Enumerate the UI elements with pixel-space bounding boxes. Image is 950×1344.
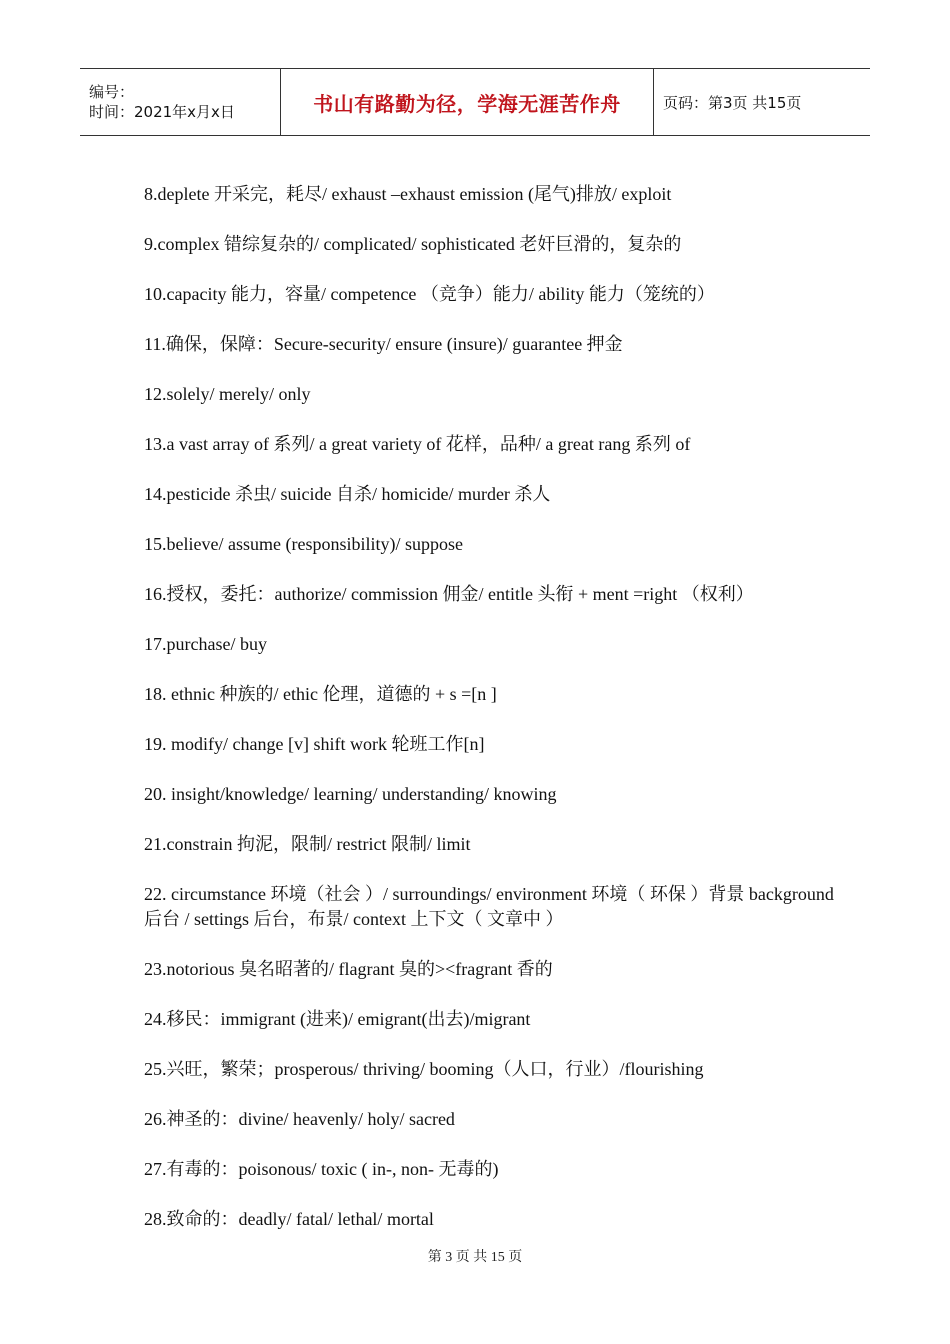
list-item: 15.believe/ assume (responsibility)/ suppose <box>144 534 463 554</box>
serial-label: 编号： <box>89 83 135 101</box>
list-item: 10.capacity 能力，容量/ competence （竞争）能力/ ability 能力（笼统的） <box>144 284 715 304</box>
page-footer: 第 3 页 共 15 页 <box>427 1250 523 1265</box>
list-item: 14.pesticide 杀虫/ suicide 自杀/ homicide/ murder 杀人 <box>144 484 551 504</box>
list-item: 13.a vast array of 系列/ a great variety of 花样，品种/ a great rang 系列 of <box>144 434 691 454</box>
list-item: 28.致命的：deadly/ fatal/ lethal/ mortal <box>144 1209 434 1229</box>
motto-text: 书山有路勤为径，学海无涯苦作舟 <box>313 91 621 116</box>
header-motto-cell <box>281 69 654 135</box>
list-item: 23.notorious 臭名昭著的/ flagrant 臭的><fragrant 香的 <box>144 959 553 979</box>
time-label: 时间：2021年x月x日 <box>89 103 235 121</box>
header-page-info <box>654 69 870 135</box>
list-item: 25.兴旺，繁荣；prosperous/ thriving/ booming（人口，行业）/flourishing <box>144 1059 704 1079</box>
page-info-text: 页码：第3页 共15页 <box>663 93 802 112</box>
list-item: 12.solely/ merely/ only <box>144 384 311 404</box>
list-item: 9.complex 错综复杂的/ complicated/ sophisticated 老奸巨滑的，复杂的 <box>144 234 682 254</box>
page-header <box>80 68 870 136</box>
list-item: 27.有毒的：poisonous/ toxic ( in-, non- 无毒的) <box>144 1159 499 1179</box>
header-meta <box>80 69 281 135</box>
list-item: 22. circumstance 环境（社会 ）/ surroundings/ environment 环境（ 环保 ）背景 background 后台 / settings 后台，布景/ context 上下文（ 文章中 ） <box>144 884 834 929</box>
list-item: 8.deplete 开采完，耗尽/ exhaust –exhaust emission (尾气)排放/ exploit <box>144 184 672 204</box>
list-item: 21.constrain 拘泥，限制/ restrict 限制/ limit <box>144 834 471 854</box>
list-item: 20. insight/knowledge/ learning/ understanding/ knowing <box>144 784 557 804</box>
list-item: 17.purchase/ buy <box>144 634 267 654</box>
list-item: 24.移民：immigrant (进来)/ emigrant(出去)/migrant <box>144 1009 531 1029</box>
list-item: 16.授权，委托：authorize/ commission 佣金/ entitle 头衔 + ment =right （权利） <box>144 584 754 604</box>
list-item: 19. modify/ change [v] shift work 轮班工作[n] <box>144 734 485 754</box>
list-item: 11.确保，保障：Secure-security/ ensure (insure)/ guarantee 押金 <box>144 334 623 354</box>
list-item: 18. ethnic 种族的/ ethic 伦理，道德的 + s =[n ] <box>144 684 497 704</box>
list-item: 26.神圣的：divine/ heavenly/ holy/ sacred <box>144 1109 455 1129</box>
vocabulary-list <box>144 182 834 1257</box>
